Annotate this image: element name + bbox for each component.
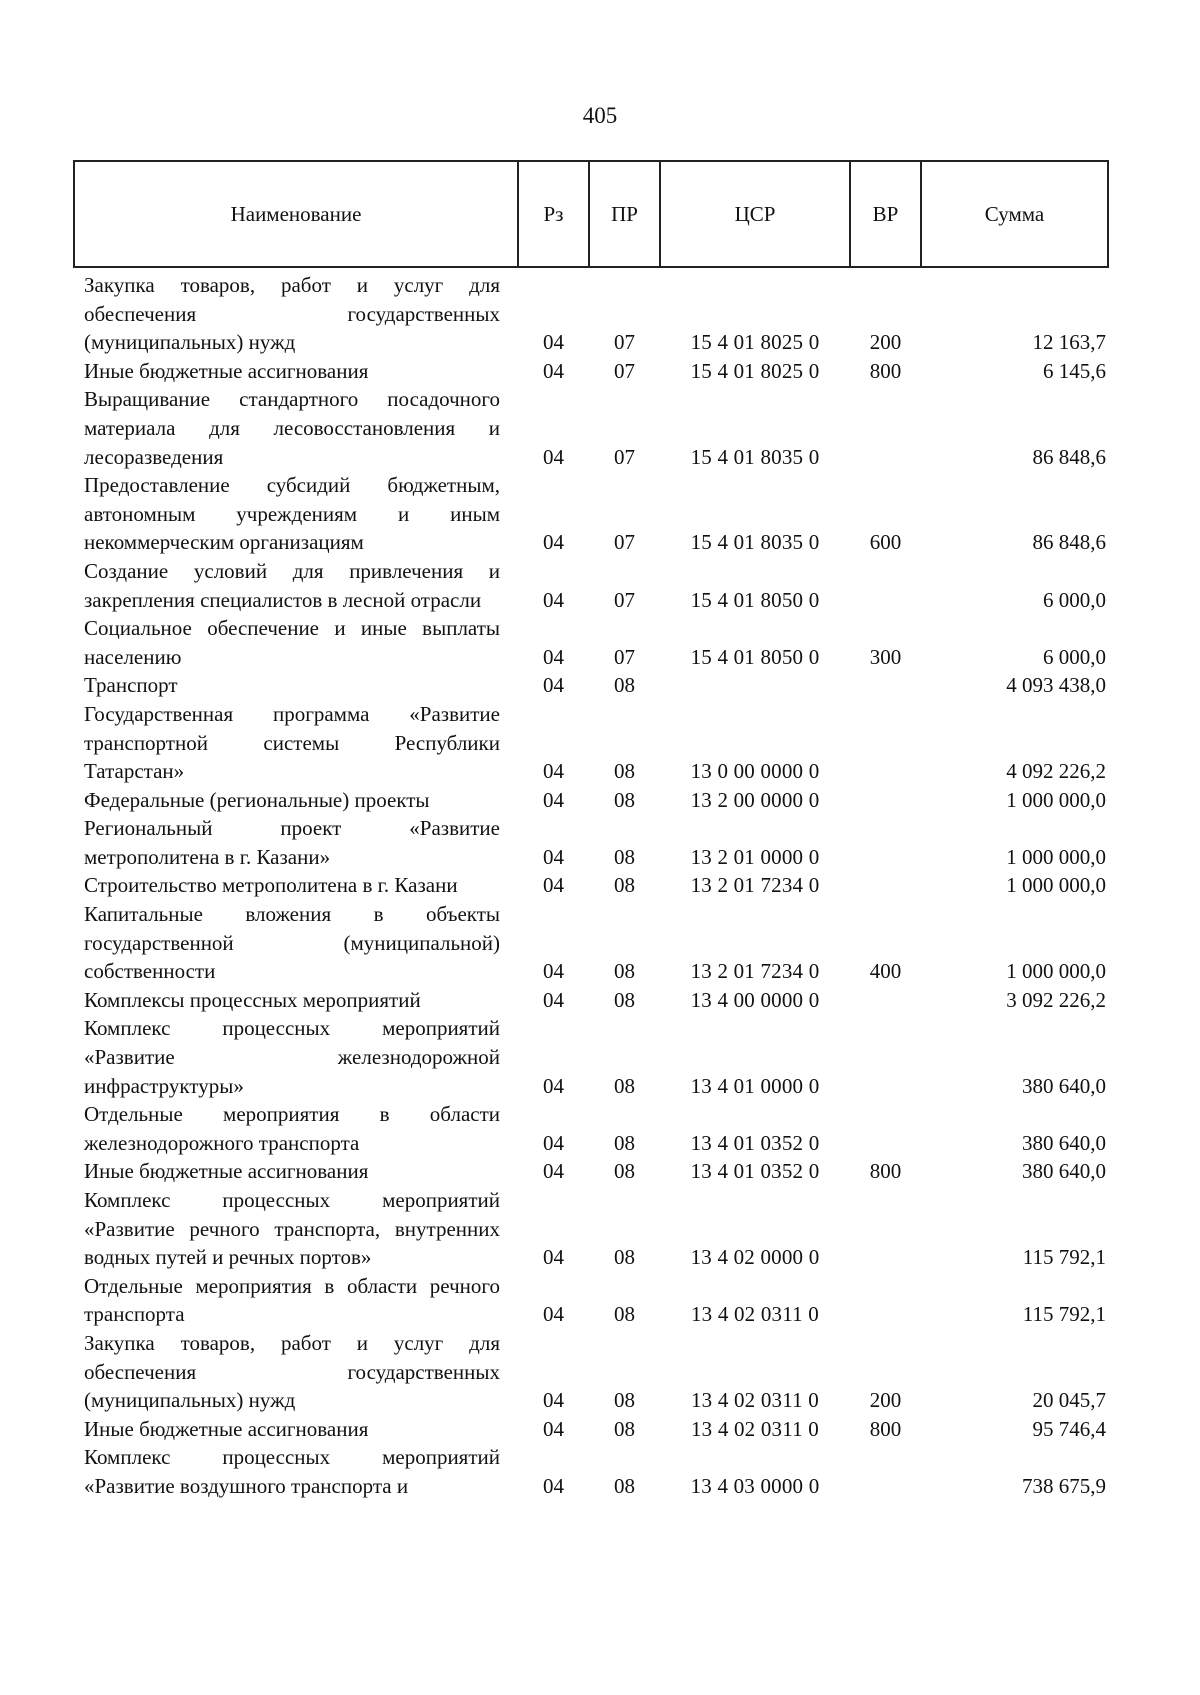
table-row [74,1443,1108,1500]
cell-sum: 115 792,1 [1022,1302,1106,1327]
cell-csr: 13 2 01 7234 0 [690,959,820,984]
header-pr: ПР [589,161,660,267]
cell-pr: 08 [614,1416,635,1441]
table-row [74,1100,1108,1157]
cell-sum: 1 000 000,0 [1006,844,1106,869]
cell-sum: 6 000,0 [1043,644,1106,669]
cell-vr [850,1186,921,1272]
cell-pr: 08 [614,1473,635,1498]
table-header-row [74,161,1108,267]
cell-name: Строительство метрополитена в г. Казани [84,873,458,898]
cell-sum: 3 092 226,2 [1006,987,1106,1012]
cell-csr: 15 4 01 8025 0 [690,358,820,383]
cell-pr: 07 [614,644,635,669]
table-row [74,1329,1108,1415]
cell-rz: 04 [543,987,564,1012]
cell-vr [850,1272,921,1329]
cell-sum: 1 000 000,0 [1006,873,1106,898]
cell-name: Предоставление субсидий бюджетным, автономным учреждениям и иным некоммерческим организациям [84,473,500,555]
cell-pr: 08 [614,1388,635,1413]
cell-sum: 86 848,6 [1032,530,1106,555]
cell-pr: 08 [614,787,635,812]
cell-csr: 13 4 01 0352 0 [690,1130,820,1155]
table-row [74,814,1108,871]
cell-rz: 04 [543,444,564,469]
cell-rz: 04 [543,759,564,784]
cell-csr: 13 4 01 0000 0 [690,1073,820,1098]
cell-rz: 04 [543,959,564,984]
cell-vr: 200 [869,330,902,355]
cell-csr: 15 4 01 8035 0 [690,444,820,469]
cell-rz: 04 [543,787,564,812]
table-row [74,986,1108,1015]
cell-rz: 04 [543,844,564,869]
cell-rz: 04 [543,530,564,555]
table-row [74,1157,1108,1186]
cell-csr: 13 4 01 0352 0 [690,1159,820,1184]
cell-name: Закупка товаров, работ и услуг для обеспечения государственных (муниципальных) нужд [84,273,500,355]
cell-name: Капитальные вложения в объекты государственной (муниципальной) собственности [84,902,500,984]
cell-name: Иные бюджетные ассигнования [84,1159,369,1184]
cell-sum: 1 000 000,0 [1006,787,1106,812]
table-row [74,1014,1108,1100]
cell-csr: 15 4 01 8025 0 [690,330,820,355]
cell-csr: 13 4 02 0311 0 [690,1388,820,1413]
cell-csr: 13 2 01 7234 0 [690,873,820,898]
cell-csr: 13 4 03 0000 0 [690,1473,820,1498]
cell-pr: 07 [614,444,635,469]
table-row [74,471,1108,557]
cell-csr: 13 4 02 0000 0 [690,1245,820,1270]
cell-csr: 13 0 00 0000 0 [690,759,820,784]
cell-name: Федеральные (региональные) проекты [84,787,430,812]
cell-rz: 04 [543,1416,564,1441]
cell-sum: 86 848,6 [1032,444,1106,469]
cell-rz: 04 [543,1073,564,1098]
header-csr: ЦСР [660,161,850,267]
cell-sum: 4 092 226,2 [1006,759,1106,784]
cell-name: Отдельные мероприятия в области речного транспорта [84,1273,500,1327]
cell-pr: 07 [614,358,635,383]
cell-vr [850,557,921,614]
cell-csr: 13 4 00 0000 0 [690,987,820,1012]
cell-name: Выращивание стандартного посадочного материала для лесовосстановления и лесоразведения [84,387,500,469]
cell-name: Комплекс процессных мероприятий «Развитие воздушного транспорта и [84,1445,500,1498]
cell-sum: 380 640,0 [1022,1073,1106,1098]
table-row [74,267,1108,357]
table-row [74,900,1108,986]
cell-rz: 04 [543,873,564,898]
cell-rz: 04 [543,1245,564,1270]
cell-vr [850,1014,921,1100]
budget-table [73,160,1109,1501]
cell-rz: 04 [543,1302,564,1327]
cell-vr [850,385,921,471]
table-body [74,267,1108,1501]
cell-vr: 800 [869,1159,902,1184]
cell-vr [850,671,921,700]
cell-csr: 13 4 02 0311 0 [690,1302,820,1327]
cell-vr: 200 [869,1388,902,1413]
header-rz: Рз [518,161,589,267]
cell-sum: 6 000,0 [1043,587,1106,612]
cell-pr: 08 [614,1159,635,1184]
table-row [74,700,1108,786]
cell-rz: 04 [543,673,564,698]
cell-sum: 738 675,9 [1022,1473,1106,1498]
cell-vr [850,814,921,871]
cell-vr: 300 [869,644,902,669]
table-row [74,1415,1108,1444]
cell-pr: 08 [614,844,635,869]
cell-pr: 08 [614,987,635,1012]
cell-rz: 04 [543,330,564,355]
table-row [74,786,1108,815]
cell-csr: 13 2 01 0000 0 [690,844,820,869]
cell-name: Отдельные мероприятия в области железнодорожного транспорта [84,1102,500,1155]
cell-sum: 1 000 000,0 [1006,959,1106,984]
cell-sum: 380 640,0 [1022,1159,1106,1184]
cell-pr: 08 [614,1130,635,1155]
cell-name: Комплексы процессных мероприятий [84,987,421,1012]
cell-vr: 600 [869,530,902,555]
cell-pr: 08 [614,1245,635,1270]
cell-rz: 04 [543,1130,564,1155]
cell-pr: 08 [614,673,635,698]
cell-csr: 13 4 02 0311 0 [690,1416,820,1441]
cell-name: Иные бюджетные ассигнования [84,1416,369,1441]
cell-pr: 07 [614,330,635,355]
cell-pr: 08 [614,1073,635,1098]
cell-name: Комплекс процессных мероприятий «Развитие железнодорожной инфраструктуры» [84,1016,500,1098]
cell-vr [850,786,921,815]
cell-sum: 12 163,7 [1032,330,1106,355]
cell-pr: 08 [614,759,635,784]
cell-rz: 04 [543,644,564,669]
cell-vr: 400 [869,959,902,984]
cell-name: Иные бюджетные ассигнования [84,358,369,383]
cell-sum: 20 045,7 [1032,1388,1106,1413]
page-number: 405 [582,103,618,128]
cell-name: Создание условий для привлечения и закрепления специалистов в лесной отрасли [84,558,500,612]
cell-vr [850,871,921,900]
cell-rz: 04 [543,1159,564,1184]
cell-name: Закупка товаров, работ и услуг для обеспечения государственных (муниципальных) нужд [84,1330,500,1413]
header-sum: Сумма [921,161,1108,267]
cell-vr [850,700,921,786]
cell-rz: 04 [543,1473,564,1498]
cell-csr: 13 2 00 0000 0 [690,787,820,812]
cell-pr: 08 [614,959,635,984]
cell-rz: 04 [543,587,564,612]
table-row [74,1272,1108,1329]
header-vr: ВР [850,161,921,267]
cell-vr [850,986,921,1015]
cell-rz: 04 [543,358,564,383]
cell-sum: 4 093 438,0 [1006,673,1106,698]
cell-name: Транспорт [84,673,178,698]
table-row [74,557,1108,614]
cell-csr: 15 4 01 8050 0 [690,644,820,669]
cell-csr [660,671,850,700]
cell-vr: 800 [869,1416,902,1441]
header-name: Наименование [74,161,518,267]
cell-sum: 6 145,6 [1043,358,1106,383]
cell-name: Социальное обеспечение и иные выплаты населению [84,616,500,669]
cell-name: Государственная программа «Развитие транспортной системы Республики Татарстан» [84,701,500,784]
cell-vr [850,1443,921,1500]
cell-rz: 04 [543,1388,564,1413]
table-row [74,1186,1108,1272]
cell-vr: 800 [869,358,902,383]
cell-pr: 08 [614,1302,635,1327]
cell-vr [850,1100,921,1157]
table-row [74,614,1108,671]
cell-name: Комплекс процессных мероприятий «Развитие речного транспорта, внутренних водных путей и речных портов» [84,1188,500,1270]
cell-sum: 115 792,1 [1022,1245,1106,1270]
cell-csr: 15 4 01 8050 0 [690,587,820,612]
cell-pr: 07 [614,587,635,612]
cell-pr: 08 [614,873,635,898]
cell-sum: 380 640,0 [1022,1130,1106,1155]
cell-sum: 95 746,4 [1032,1416,1106,1441]
cell-pr: 07 [614,530,635,555]
table-row [74,357,1108,386]
cell-csr: 15 4 01 8035 0 [690,530,820,555]
table-row [74,385,1108,471]
table-row [74,671,1108,700]
table-row [74,871,1108,900]
cell-name: Региональный проект «Развитие метрополитена в г. Казани» [84,816,500,869]
